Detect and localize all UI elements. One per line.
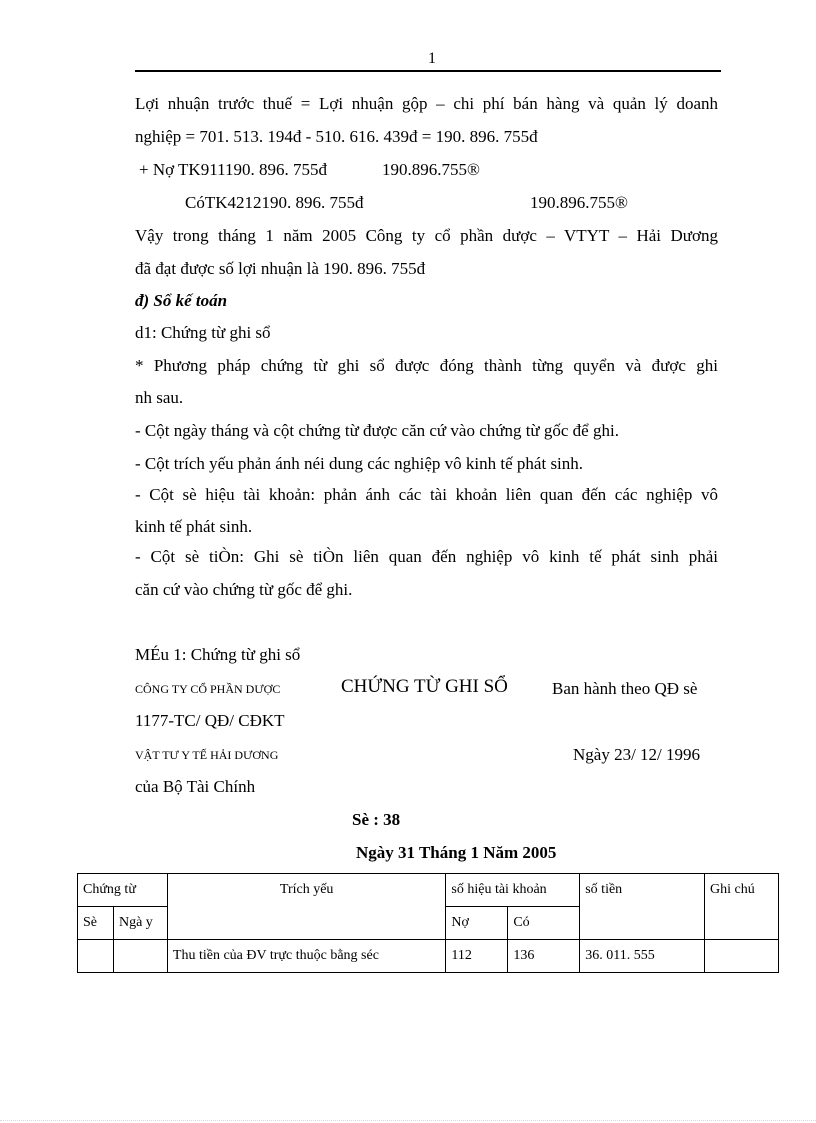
entry-credit-label: CóTK4212190. 896. 755đ bbox=[185, 193, 364, 212]
header-rule bbox=[135, 70, 721, 72]
entry-debit-label: + Nợ TK911190. 896. 755đ bbox=[139, 160, 327, 179]
paragraph-summary-line2: đã đạt được số lợi nhuận là 190. 896. 755đ bbox=[135, 259, 426, 278]
table-header-row-1 bbox=[78, 874, 779, 907]
decree-reference-part1: Ban hành theo QĐ sè bbox=[552, 679, 698, 698]
company-name-line1: CÔNG TY CỔ PHẦN DƯỢC bbox=[135, 682, 281, 696]
entry-credit-value: 190.896.755® bbox=[530, 193, 628, 212]
cell-voucher-number bbox=[78, 940, 114, 973]
voucher-number: Sè : 38 bbox=[352, 810, 401, 829]
bullet-account-column-line2: kinh tế phát sinh. bbox=[135, 517, 253, 536]
company-name-line2: VẬT TƯ Y TẾ HẢI DƯƠNG bbox=[135, 748, 279, 762]
bullet-summary-column: - Cột trích yếu phản ánh néi dung các nghiệp vô kinh tế phát sinh. bbox=[135, 454, 584, 473]
bullet-date-column: - Cột ngày tháng và cột chứng từ được căn cứ vào chứng từ gốc để ghi. bbox=[135, 421, 619, 440]
decree-date: Ngày 23/ 12/ 1996 bbox=[573, 745, 701, 764]
header-credit: Có bbox=[508, 907, 580, 940]
paragraph-profit-line2: nghiệp = 701. 513. 194đ - 510. 616. 439đ = 190. 896. 755đ bbox=[135, 127, 538, 146]
table-row bbox=[78, 940, 779, 973]
decree-reference-part2: 1177-TC/ QĐ/ CĐKT bbox=[135, 711, 285, 730]
cell-debit: 112 bbox=[446, 940, 508, 973]
header-amount: số tiền bbox=[580, 874, 705, 940]
document-title: CHỨNG TỪ GHI SỔ bbox=[341, 676, 508, 697]
cell-note bbox=[705, 940, 779, 973]
cell-amount: 36. 011. 555 bbox=[580, 940, 705, 973]
entry-debit-value: 190.896.755® bbox=[382, 160, 480, 179]
template-label: MÉu 1: Chứng từ ghi sổ bbox=[135, 645, 301, 664]
subheading-d1: d1: Chứng từ ghi sổ bbox=[135, 323, 271, 342]
header-voucher: Chứng từ bbox=[78, 874, 168, 907]
cell-summary: Thu tiền của ĐV trực thuộc bằng séc bbox=[167, 940, 445, 973]
header-summary: Trích yếu bbox=[167, 874, 445, 940]
bullet-amount-column-line1: - Cột sè tiÒn: Ghi sè tiÒn liên quan đến nghiệp vô kinh tế phát sinh phải bbox=[135, 547, 718, 566]
ministry-name: của Bộ Tài Chính bbox=[135, 777, 256, 796]
paragraph-summary-line1: Vậy trong tháng 1 năm 2005 Công ty cổ phần dược – VTYT – Hải Dương bbox=[135, 226, 718, 245]
header-debit: Nợ bbox=[446, 907, 508, 940]
bullet-method-line2: nh sau. bbox=[135, 388, 184, 407]
header-account: số hiệu tài khoản bbox=[446, 874, 580, 907]
voucher-date: Ngày 31 Tháng 1 Năm 2005 bbox=[356, 843, 557, 862]
header-note: Ghi chú bbox=[705, 874, 779, 940]
cell-voucher-date bbox=[113, 940, 167, 973]
bullet-amount-column-line2: căn cứ vào chứng từ gốc để ghi. bbox=[135, 580, 353, 599]
cell-credit: 136 bbox=[508, 940, 580, 973]
page-number: 1 bbox=[428, 50, 436, 67]
header-voucher-number: Sè bbox=[78, 907, 114, 940]
bullet-account-column-line1: - Cột sè hiệu tài khoản: phản ánh các tài khoản liên quan đến các nghiệp vô bbox=[135, 485, 718, 504]
section-heading-ledger: đ) Sổ kế toán bbox=[135, 291, 228, 310]
paragraph-profit-line1: Lợi nhuận trước thuế = Lợi nhuận gộp – chi phí bán hàng và quản lý doanh bbox=[135, 94, 718, 113]
footer-divider bbox=[0, 1120, 816, 1121]
header-voucher-date: Ngà y bbox=[113, 907, 167, 940]
ledger-table bbox=[77, 873, 779, 973]
bullet-method-line1: * Phương pháp chứng từ ghi sổ được đóng thành từng quyển và được ghi bbox=[135, 356, 718, 375]
